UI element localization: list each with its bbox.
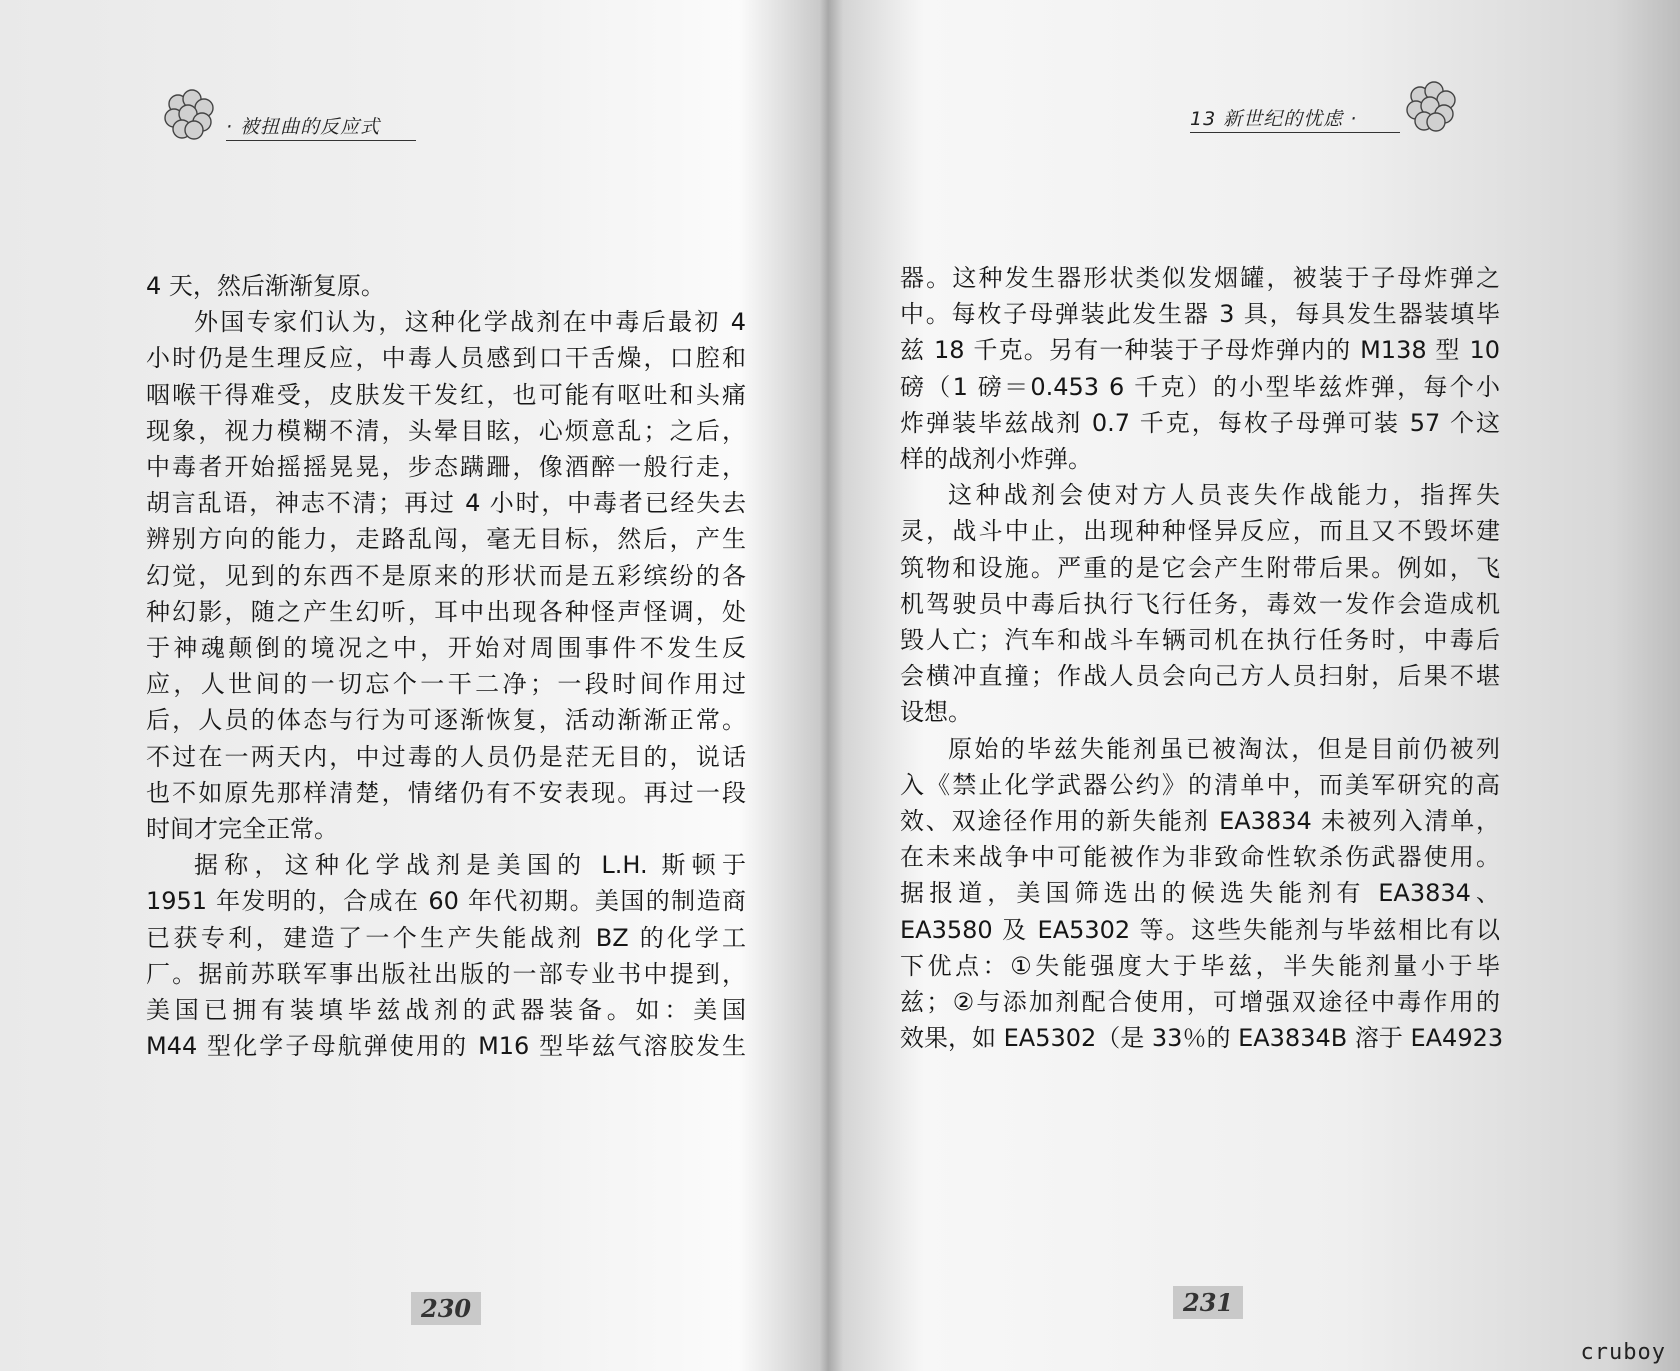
text-line: 机驾驶员中毒后执行飞行任务，毒效一发作会造成机 <box>900 589 1500 618</box>
text-line: 这种战剂会使对方人员丧失作战能力，指挥失 <box>948 481 1500 510</box>
text-line: 兹 18 千克。另有一种装于子母炸弹内的 M138 型 10 <box>900 336 1500 365</box>
text-line: 效果，如 EA5302（是 33％的 EA3834B 溶于 EA4923 <box>900 1024 1504 1053</box>
text-line: 辨别方向的能力，走路乱闯，毫无目标，然后，产生 <box>146 525 746 554</box>
text-line: 筑物和设施。严重的是它会产生附带后果。例如，飞 <box>900 553 1500 582</box>
right-page <box>820 0 1680 1371</box>
molecule-ornament-icon <box>160 84 220 144</box>
running-head-rule <box>1190 132 1400 133</box>
text-line: 于神魂颠倒的境况之中，开始对周围事件不发生反 <box>146 634 746 663</box>
text-line: 原始的毕兹失能剂虽已被淘汰，但是目前仍被列 <box>948 734 1500 763</box>
text-line: EA3580 及 EA5302 等。这些失能剂与毕兹相比有以 <box>900 915 1500 944</box>
text-line: 外国专家们认为，这种化学战剂在中毒后最初 4 <box>194 308 746 337</box>
text-line: 磅（1 磅＝0.453 6 千克）的小型毕兹炸弹，每个小 <box>900 372 1500 401</box>
text-line: 应，人世间的一切忘个一干二净；一段时间作用过 <box>146 670 746 699</box>
running-head-rule <box>226 140 416 141</box>
text-line: 中毒者开始摇摇晃晃，步态蹒跚，像酒醉一般行走， <box>146 453 746 482</box>
text-line: 幻觉，见到的东西不是原来的形状而是五彩缤纷的各 <box>146 561 746 590</box>
text-line: 器。这种发生器形状类似发烟罐，被装于子母炸弹之 <box>900 264 1500 292</box>
text-line: 小时仍是生理反应，中毒人员感到口干舌燥，口腔和 <box>146 344 746 373</box>
text-line: 现象，视力模糊不清，头晕目眩，心烦意乱；之后， <box>146 416 746 445</box>
watermark: cruboy <box>1580 1340 1666 1365</box>
text-line: 炸弹装毕兹战剂 0.7 千克，每枚子母弹可装 57 个这 <box>900 408 1500 437</box>
body-text <box>900 260 1504 1056</box>
text-line: 美国已拥有装填毕兹战剂的武器装备。如：美国 <box>146 996 746 1025</box>
text-line: 会横冲直撞；作战人员会向己方人员扫射，后果不堪 <box>900 662 1500 691</box>
text-line: 入《禁止化学武器公约》的清单中，而美军研究的高 <box>900 770 1500 799</box>
running-head: 13 新世纪的忧虑 · <box>1190 108 1358 130</box>
text-line: 4 天，然后渐渐复原。 <box>146 272 385 300</box>
page-number: 230 <box>411 1292 481 1325</box>
text-line: 效、双途径作用的新失能剂 EA3834 未被列入清单， <box>900 807 1500 836</box>
text-line: 灵，战斗中止，出现种种怪异反应，而且又不毁坏建 <box>900 517 1500 546</box>
text-line: 种幻影，随之产生幻听，耳中出现各种怪声怪调，处 <box>146 597 746 626</box>
text-line: 咽喉干得难受，皮肤发干发红，也可能有呕吐和头痛 <box>146 380 746 409</box>
text-line: 后，人员的体态与行为可逐渐恢复，活动渐渐正常。 <box>146 706 746 735</box>
text-line: 在未来战争中可能被作为非致命性软杀伤武器使用。 <box>900 843 1500 872</box>
text-line: 兹；②与添加剂配合使用，可增强双途径中毒作用的 <box>900 988 1500 1017</box>
text-line: 下优点：①失能强度大于毕兹，半失能剂量小于毕 <box>900 951 1500 980</box>
text-line: 不过在一两天内，中过毒的人员仍是茫无目的，说话 <box>146 742 746 771</box>
text-line: 已获专利，建造了一个生产失能战剂 BZ 的化学工 <box>146 923 746 952</box>
text-line: 据报道，美国筛选出的候选失能剂有 EA3834、 <box>900 879 1500 908</box>
text-line: 厂。据前苏联军事出版社出版的一部专业书中提到， <box>146 959 746 988</box>
text-line: 设想。 <box>900 698 972 727</box>
text-line: M44 型化学子母航弹使用的 M16 型毕兹气溶胶发生 <box>146 1032 746 1061</box>
text-line: 据称，这种化学战剂是美国的 L.H. 斯顿于 <box>194 851 746 880</box>
text-line: 样的战剂小炸弹。 <box>900 445 1092 474</box>
running-head: · 被扭曲的反应式 <box>226 116 381 138</box>
text-line: 中。每枚子母弹装此发生器 3 具，每具发生器装填毕 <box>900 300 1500 329</box>
page-number: 231 <box>1173 1286 1243 1319</box>
text-line: 时间才完全正常。 <box>146 815 338 844</box>
left-page <box>0 0 820 1371</box>
text-line: 1951 年发明的，合成在 60 年代初期。美国的制造商 <box>146 887 746 916</box>
body-text <box>146 268 746 1064</box>
text-line: 毁人亡；汽车和战斗车辆司机在执行任务时，中毒后 <box>900 626 1500 655</box>
text-line: 也不如原先那样清楚，情绪仍有不安表现。再过一段 <box>146 778 746 807</box>
text-line: 胡言乱语，神志不清；再过 4 小时，中毒者已经失去 <box>146 489 746 518</box>
molecule-ornament-icon <box>1402 76 1462 136</box>
